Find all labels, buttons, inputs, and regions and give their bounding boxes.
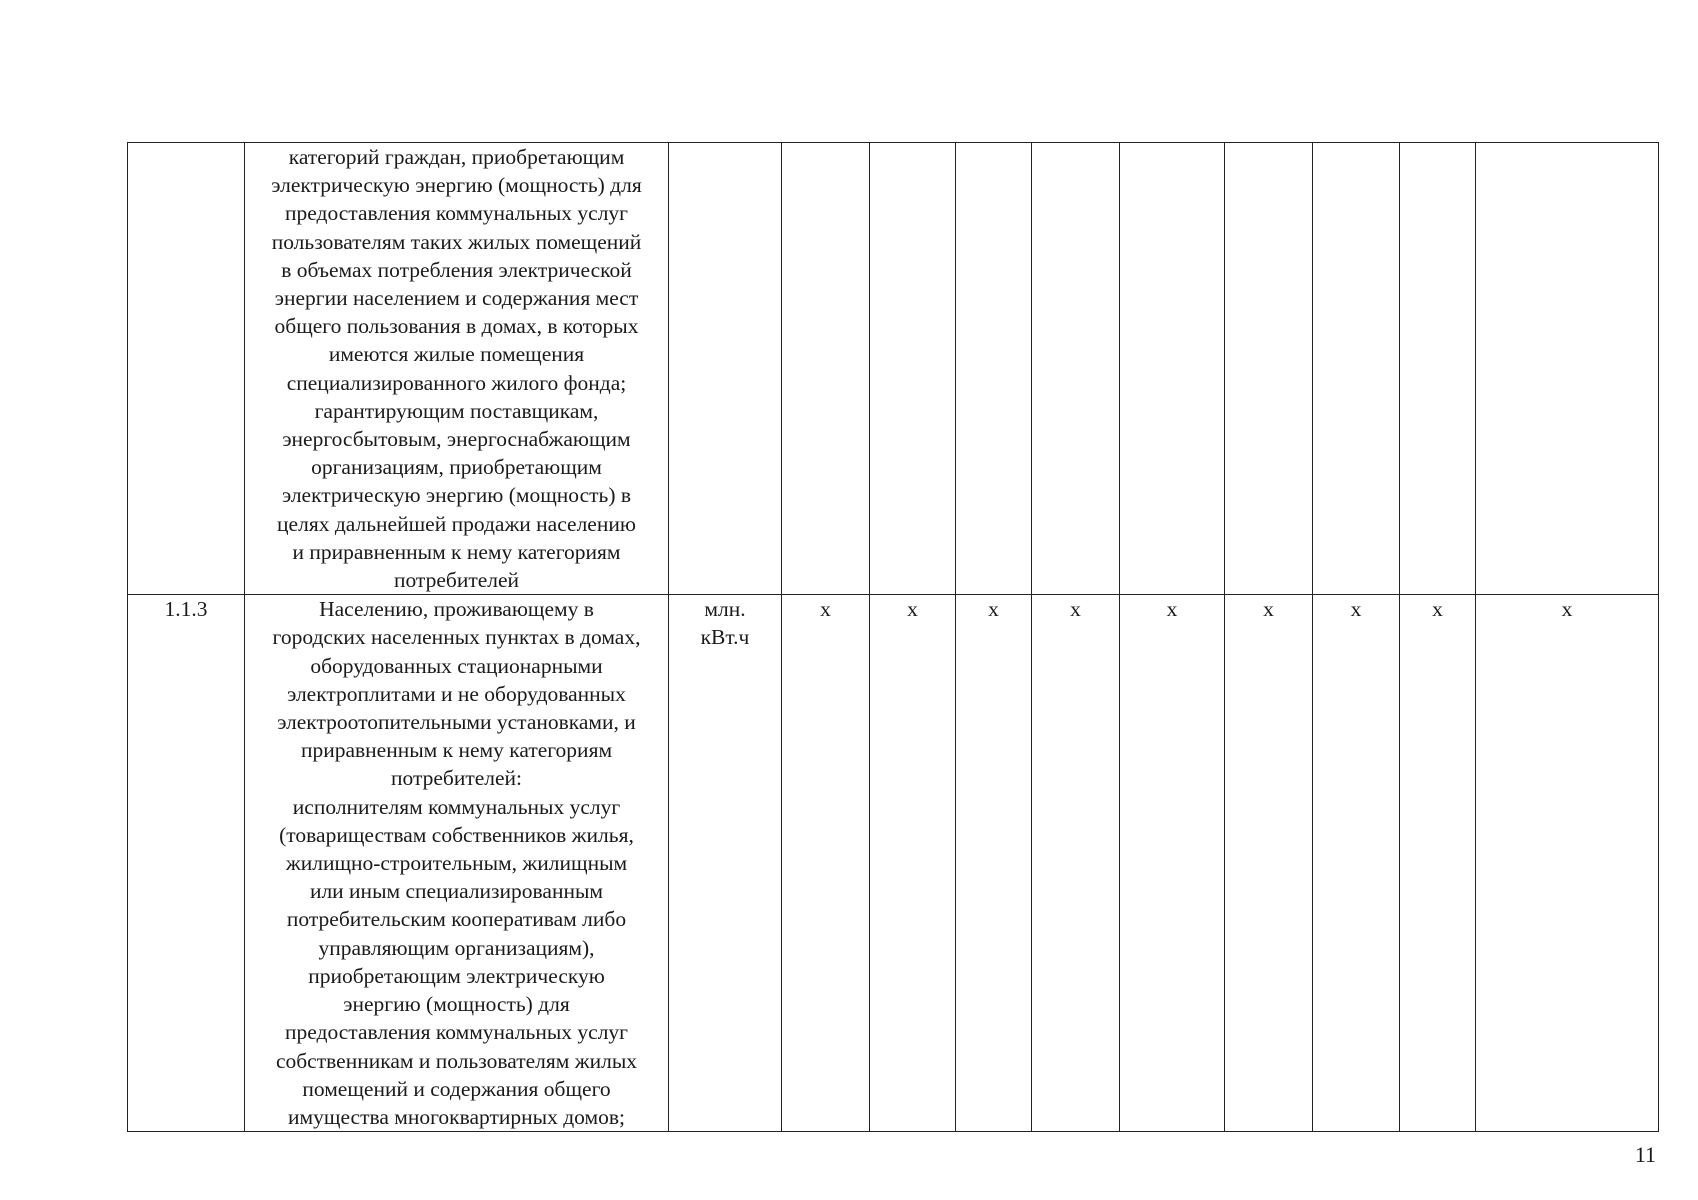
description-line: приобретающим электрическую: [308, 963, 605, 988]
value-cell: х: [1032, 595, 1120, 1132]
unit-cell: [669, 143, 782, 595]
description-line: собственникам и пользователям жилых: [275, 1048, 638, 1073]
description-line: имеются жилые помещения: [328, 342, 585, 367]
row-number-cell: 1.1.3: [128, 595, 245, 1132]
description-line: специализированного жилого фонда;: [286, 370, 627, 395]
description-line: (товариществам собственников жилья,: [279, 822, 634, 847]
value-cell: х: [1120, 595, 1225, 1132]
table-row: [128, 595, 1659, 1132]
description-line: организациям, приобретающим: [311, 455, 602, 480]
description-line: электроотопительными установками, и: [277, 710, 636, 735]
value-cell: х: [782, 595, 870, 1132]
unit-line: кВт.ч: [700, 625, 750, 650]
value-cell: [1032, 143, 1120, 595]
description-line: электрическую энергию (мощность) для: [271, 173, 642, 198]
value-cell: [1120, 143, 1225, 595]
value-cell: [870, 143, 956, 595]
description-line: пользователям таких жилых помещений: [271, 229, 642, 254]
description-line: или иным специализированным: [309, 879, 604, 904]
description-line: потребителей:: [390, 766, 523, 791]
description-line: и приравненным к нему категориям: [292, 539, 621, 564]
value-cell: х: [1313, 595, 1400, 1132]
value-cell: [1313, 143, 1400, 595]
description-line: исполнителям коммунальных услуг: [292, 794, 621, 819]
description-line: электроплитами и не оборудованных: [287, 681, 626, 706]
value-cell: х: [1225, 595, 1313, 1132]
description-line: управляющим организациям),: [318, 935, 595, 960]
description-line: целях дальнейшей продажи населению: [277, 511, 636, 536]
value-cell: [1400, 143, 1476, 595]
value-cell: х: [1400, 595, 1476, 1132]
description-line: Населению, проживающему в: [319, 597, 594, 622]
page-number: 11: [1634, 1142, 1656, 1167]
value-cell: [1476, 143, 1659, 595]
description-line: электрическую энергию (мощность) в: [281, 483, 632, 508]
value-cell: [782, 143, 870, 595]
description-line: категорий граждан, приобретающим: [288, 145, 625, 169]
unit-cell: [669, 595, 782, 1132]
value-cell: [956, 143, 1032, 595]
description-line: жилищно-строительным, жилищным: [285, 851, 628, 876]
description-line: общего пользования в домах, в которых: [274, 314, 639, 339]
description-line: гарантирующим поставщикам,: [314, 398, 599, 423]
description-line: предоставления коммунальных услуг: [285, 1020, 628, 1045]
row-number-cell: [128, 143, 245, 595]
row-description-cell: [245, 143, 669, 595]
description-line: энергии населением и содержания мест: [274, 286, 639, 311]
description-line: энергосбытовым, энергоснабжающим: [282, 427, 631, 452]
description-line: предоставления коммунальных услуг: [285, 201, 628, 226]
unit-line: млн.: [704, 597, 746, 622]
value-cell: х: [956, 595, 1032, 1132]
description-line: оборудованных стационарными: [310, 653, 603, 678]
description-line: имущества многоквартирных домов;: [288, 1104, 625, 1129]
description-line: городских населенных пунктах в домах,: [272, 625, 641, 650]
description-line: потребителей: [393, 568, 520, 593]
row-description-cell: [245, 595, 669, 1132]
value-cell: х: [1476, 595, 1659, 1132]
description-line: помещений и содержания общего: [302, 1076, 611, 1101]
description-line: потребительским кооперативам либо: [286, 907, 627, 932]
value-cell: [1225, 143, 1313, 595]
description-line: приравненным к нему категориям: [300, 738, 613, 763]
table-row: [128, 143, 1659, 595]
description-line: энергию (мощность) для: [343, 992, 570, 1017]
tariff-table: [127, 142, 1659, 1132]
value-cell: х: [870, 595, 956, 1132]
description-line: в объемах потребления электрической: [281, 257, 632, 282]
